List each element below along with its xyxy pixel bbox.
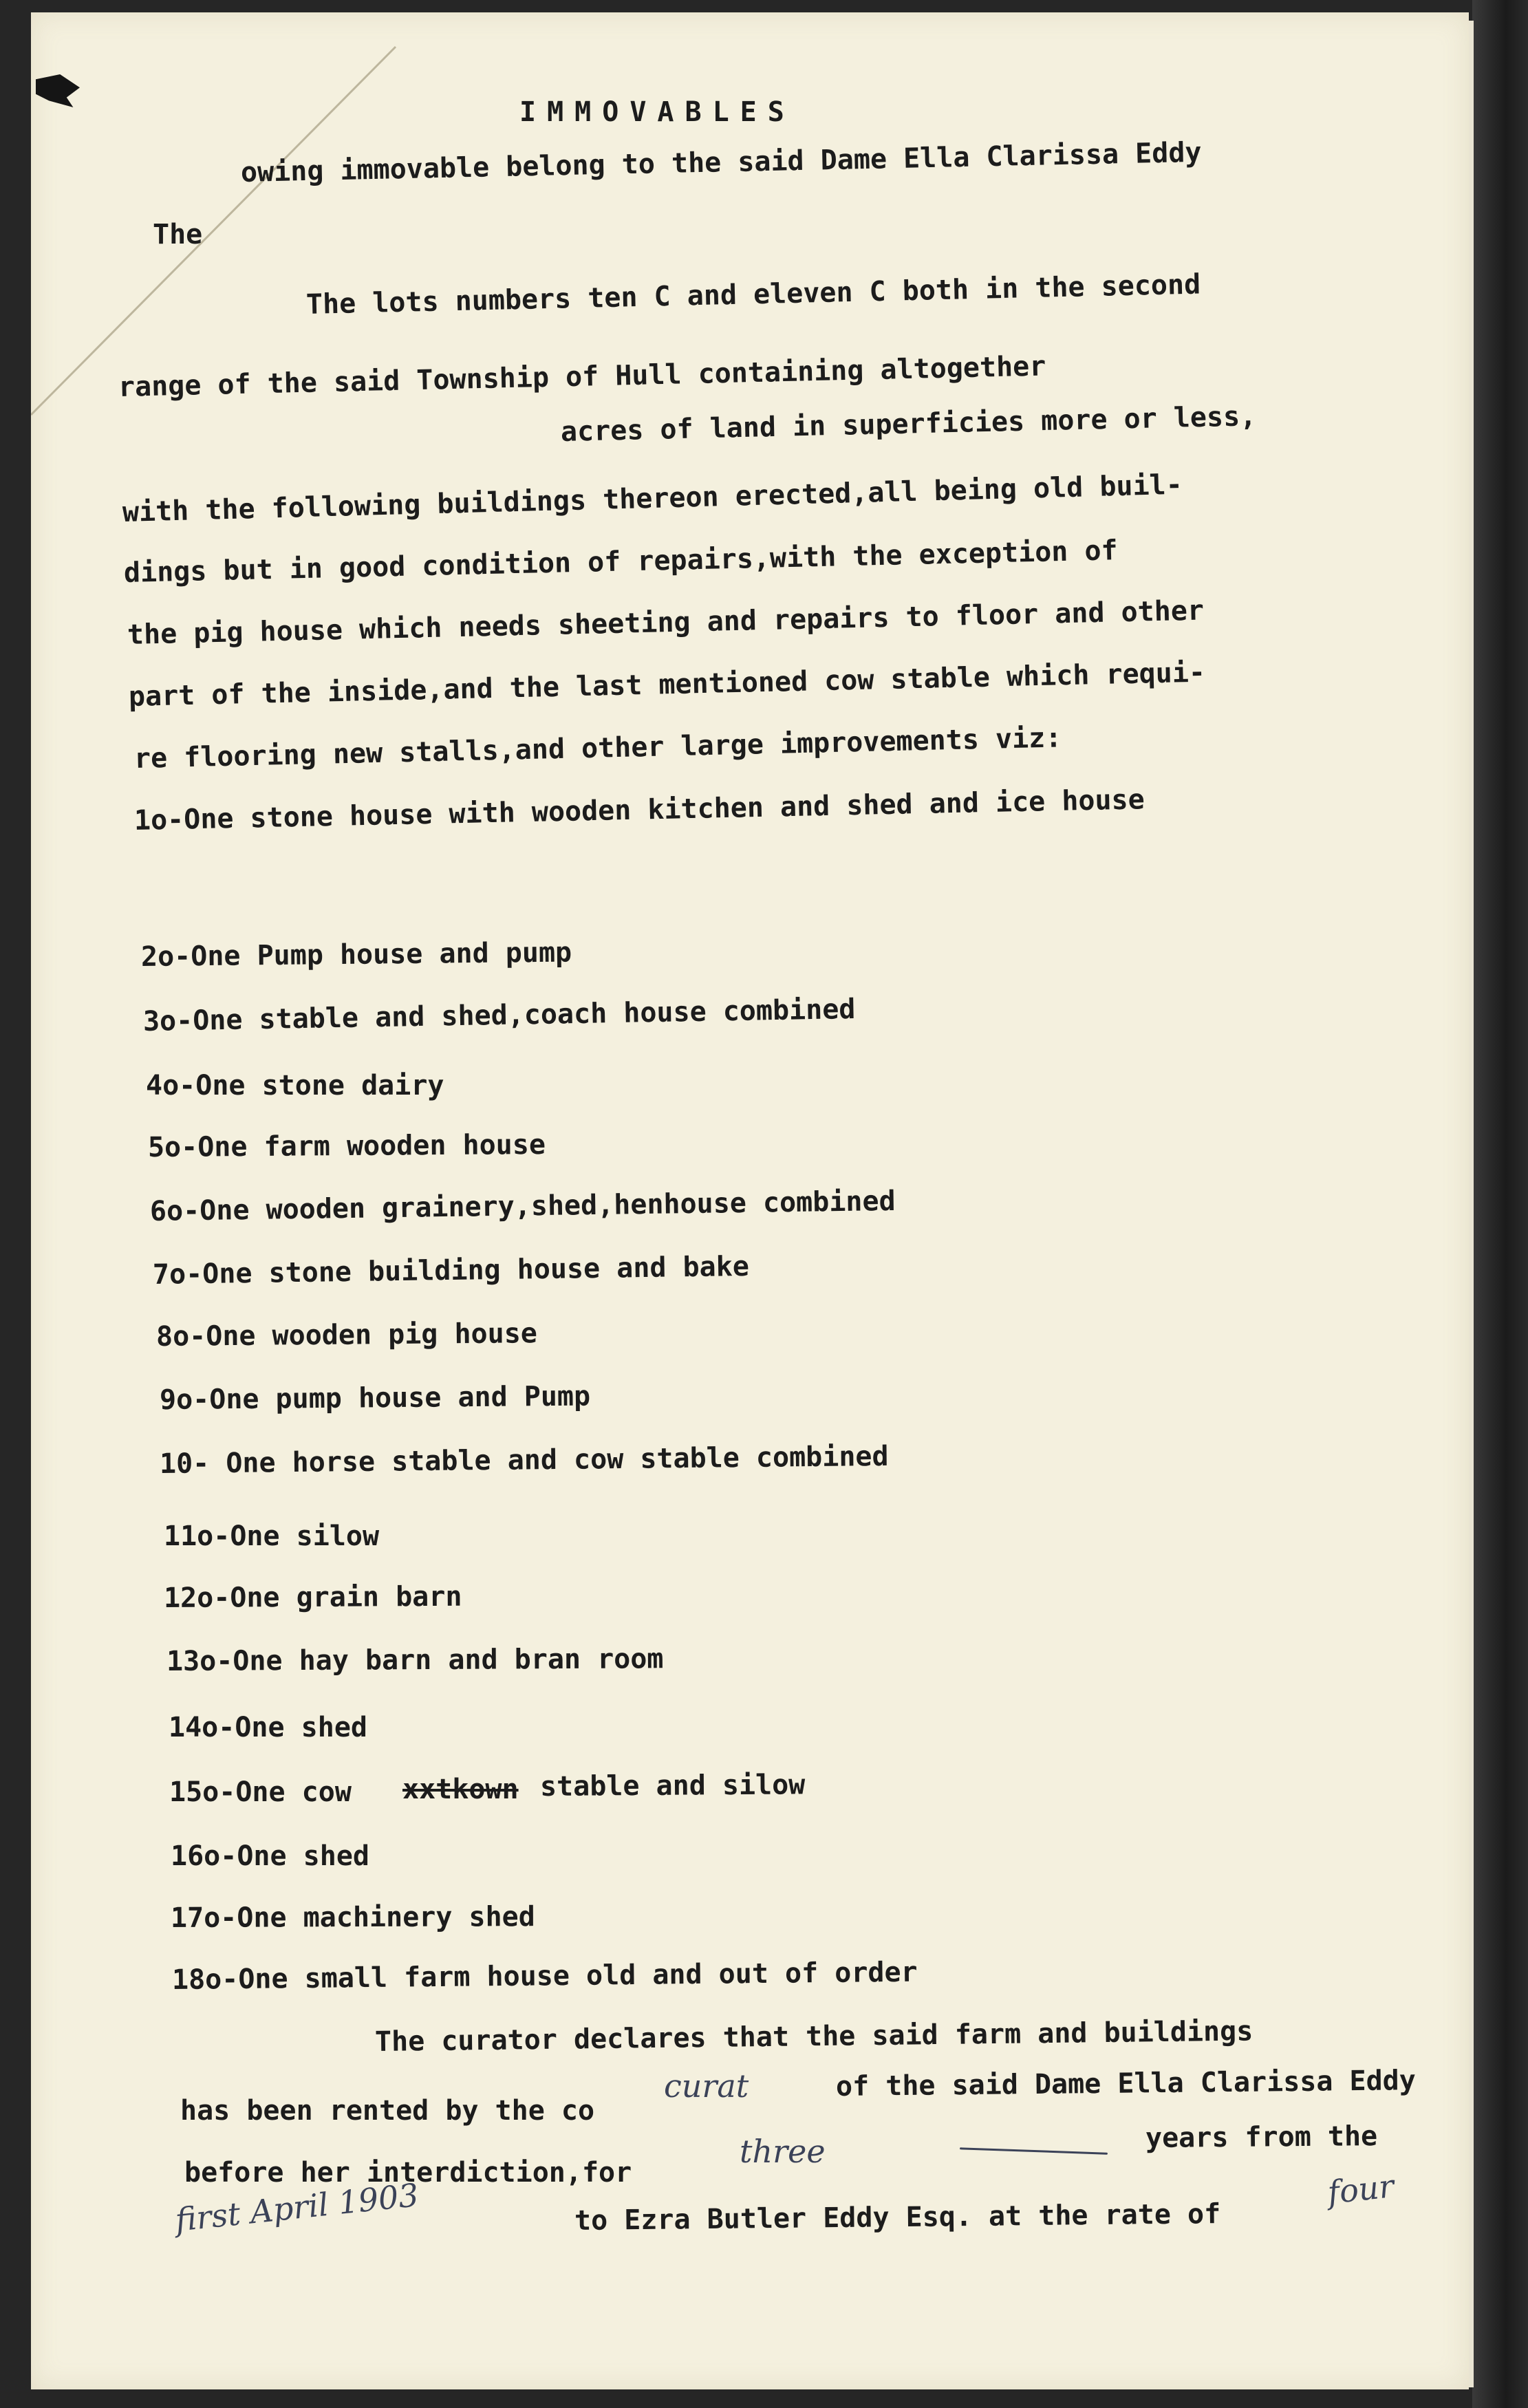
closing-line-3a: before her interdiction,for	[184, 2157, 632, 2189]
list-item: 6o-One wooden grainery,shed,henhouse combined	[149, 1185, 896, 1227]
list-item: 9o-One pump house and Pump	[159, 1380, 591, 1416]
list-item: 2o-One Pump house and pump	[140, 936, 572, 973]
list-item: 14o-One shed	[169, 1712, 367, 1743]
list-item: 3o-One stable and shed,coach house combined	[142, 993, 856, 1038]
list-item-suffix: stable and silow	[539, 1769, 806, 1803]
intro-line-2: The	[153, 219, 203, 250]
list-item: 8o-One wooden pig house	[155, 1318, 538, 1353]
paragraph-line: with the following buildings thereon erected,all being old buil-	[122, 469, 1183, 528]
handwritten-rate: four	[1326, 2167, 1396, 2211]
list-item: 4o-One stone dairy	[146, 1070, 444, 1101]
closing-line-2a: has been rented by the co	[180, 2095, 595, 2127]
closing-line-1: The curator declares that the said farm and buildings	[374, 2015, 1253, 2058]
list-item: 5o-One farm wooden house	[147, 1128, 546, 1163]
closing-line-3b: years from the	[1145, 2120, 1378, 2154]
closing-line-2b: of the said Dame Ella Clarissa Eddy	[835, 2065, 1417, 2103]
list-item: 10- One horse stable and cow stable combined	[159, 1440, 889, 1480]
handwritten-years: three	[740, 2133, 826, 2170]
paragraph-line: the pig house which needs sheeting and repairs to floor and other	[127, 594, 1205, 651]
book-binding	[1472, 0, 1528, 2408]
list-item: 7o-One stone building house and bake	[152, 1250, 750, 1291]
paragraph-line: range of the said Township of Hull containing altogether	[118, 350, 1046, 403]
list-item: 1o-One stone house with wooden kitchen and shed and ice house	[133, 784, 1145, 837]
handwritten-curator: curat	[664, 2067, 749, 2105]
intro-line-1: owing immovable belong to the said Dame Ella Clarissa Eddy	[240, 136, 1202, 189]
list-item: 13o-One hay barn and bran room	[166, 1643, 664, 1677]
struck-out-word: xxtkown	[402, 1774, 519, 1805]
list-item: 18o-One small farm house old and out of order	[171, 1956, 918, 1996]
list-item-prefix: 15o-One cow	[169, 1776, 352, 1808]
list-item: 12o-One grain barn	[163, 1580, 462, 1614]
paragraph-line: part of the inside,and the last mentioned cow stable which requi-	[128, 656, 1206, 713]
paragraph-line: re flooring new stalls,and other large improvements viz:	[133, 722, 1062, 775]
paragraph-line: acres of land in superficies more or less,	[560, 400, 1257, 448]
list-item: 16o-One shed	[171, 1840, 369, 1872]
page-heading: IMMOVABLES	[519, 96, 795, 128]
list-item: 11o-One silow	[164, 1520, 380, 1552]
closing-line-4: to Ezra Butler Eddy Esq. at the rate of	[574, 2198, 1221, 2237]
handwritten-date: first April 1903	[173, 2176, 421, 2239]
list-item: 17o-One machinery shed	[170, 1901, 535, 1934]
paragraph-line: dings but in good condition of repairs,with the exception of	[123, 535, 1119, 589]
paragraph-line: The lots numbers ten C and eleven C both in the second	[305, 268, 1201, 321]
